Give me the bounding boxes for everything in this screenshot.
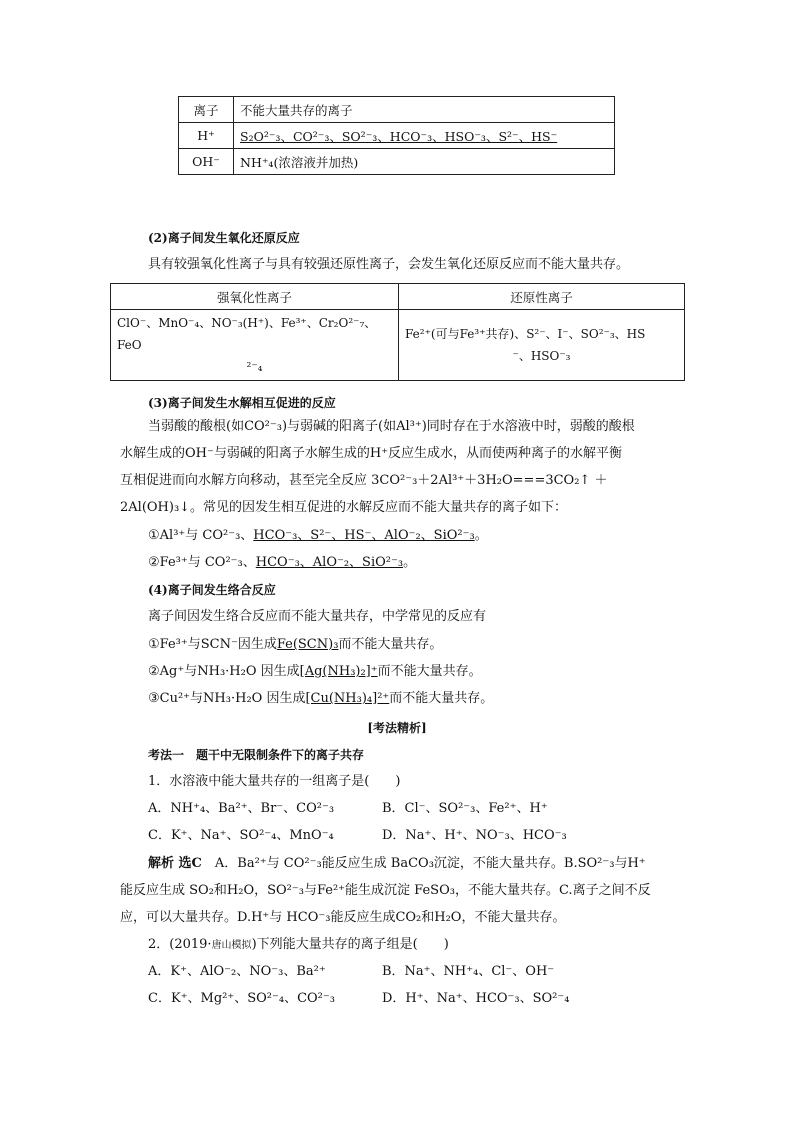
section4-item1-end: 而不能大量共存。 [338, 637, 443, 652]
section3-item1-end: 。 [474, 528, 488, 543]
question1-option-a: A．NH⁺₄、Ba²⁺、Br⁻、CO²⁻₃ [148, 801, 335, 816]
section3-para-line4: 2Al(OH)₃↓。常见的因发生相互促进的水解反应而不能大量共存的离子如下： [120, 500, 568, 515]
kaofa-tag: [考法精析] [367, 721, 427, 735]
redox-header-oxidizing: 强氧化性离子 [111, 284, 399, 310]
section4-item3 [148, 690, 493, 708]
section3-heading: (3)离子间发生水解相互促进的反应 [148, 396, 336, 410]
redox-oxidizing-line2: ²⁻₄ [246, 360, 263, 374]
section4-intro: 离子间因发生络合反应而不能大量共存，中学常见的反应有 [148, 609, 487, 624]
solution-label: 解析 选C [148, 856, 202, 871]
table1-header-incompatible: 不能大量共存的离子 [234, 97, 615, 123]
question2-option-a: A．K⁺、AlO⁻₂、NO⁻₃、Ba²⁺ [148, 964, 326, 979]
question1-stem: 1．水溶液中能大量共存的一组离子是( ) [148, 774, 401, 789]
question1-solution-line1 [148, 855, 646, 873]
section4-item2 [148, 663, 482, 681]
section3-item1-prefix: ①Al³⁺与 CO²⁻₃、 [148, 528, 254, 543]
table1-row-oh-ion: OH⁻ [179, 149, 234, 175]
section3-item1 [148, 527, 488, 545]
table1-row-h-list: S₂O²⁻₃、CO²⁻₃、SO²⁻₃、HCO⁻₃、HSO⁻₃、S²⁻、HS⁻ [234, 123, 615, 149]
redox-reducing-cell [399, 310, 685, 381]
redox-ion-table [110, 283, 685, 381]
section4-item1-prefix: ①Fe³⁺与SCN⁻因生成 [148, 637, 277, 652]
section4-item3-end: 而不能大量共存。 [389, 691, 494, 706]
section4-item1-answer: Fe(SCN)₃ [276, 637, 339, 652]
section3-item2-end: 。 [403, 555, 417, 570]
question2-stem [148, 936, 449, 955]
section2-intro: 具有较强氧化性离子与具有较强还原性离子，会发生氧化还原反应而不能大量共存。 [148, 257, 630, 272]
question1-solution-line3: 应，可以大量共存。D.H⁺与 HCO⁻₃能反应生成CO₂和H₂O，不能大量共存。 [120, 910, 566, 925]
section4-item2-prefix: ②Ag⁺与NH₃·H₂O 因生成 [148, 664, 300, 679]
kaofa-heading: 考法一 题干中无限制条件下的离子共存 [148, 748, 365, 762]
section3-item1-answer: HCO⁻₃、S²⁻、HS⁻、AlO⁻₂、SiO²⁻₃ [253, 528, 475, 543]
question2-source: 唐山模拟 [211, 940, 252, 951]
ion-table-h-oh [178, 96, 615, 175]
table1-row-oh-list: NH⁺₄(浓溶液并加热) [234, 149, 615, 175]
section4-item3-answer: [Cu(NH₃)₄]²⁺ [305, 691, 390, 706]
redox-reducing-line2: ⁻、HSO⁻₃ [512, 349, 571, 363]
question1-option-c: C．K⁺、Na⁺、SO²⁻₄、MnO⁻₄ [148, 828, 334, 843]
question1-option-d: D．Na⁺、H⁺、NO⁻₃、HCO⁻₃ [382, 828, 567, 843]
section4-item3-prefix: ③Cu²⁺与NH₃·H₂O 因生成 [148, 691, 306, 706]
section4-item2-end: 而不能大量共存。 [377, 664, 482, 679]
question2-option-b: B．Na⁺、NH⁺₄、Cl⁻、OH⁻ [382, 964, 555, 979]
section3-item2 [148, 554, 416, 572]
section2-heading: (2)离子间发生氧化还原反应 [148, 231, 300, 245]
question2-option-c: C．K⁺、Mg²⁺、SO²⁻₄、CO²⁻₃ [148, 991, 335, 1006]
redox-reducing-line1: Fe²⁺(可与Fe³⁺共存)、S²⁻、I⁻、SO²⁻₃、HS [405, 327, 646, 341]
redox-oxidizing-cell [111, 310, 399, 381]
section4-heading: (4)离子间发生络合反应 [148, 583, 276, 597]
section3-para-line3: 互相促进而向水解方向移动，甚至完全反应 3CO²⁻₃＋2Al³⁺＋3H₂O===3CO₂↑ ＋ [120, 473, 608, 488]
redox-header-reducing: 还原性离子 [399, 284, 685, 310]
section3-item2-answer: HCO⁻₃、AlO⁻₂、SiO²⁻₃ [255, 555, 404, 570]
section3-item2-prefix: ②Fe³⁺与 CO²⁻₃、 [148, 555, 256, 570]
solution-text1: A．Ba²⁺与 CO²⁻₃能反应生成 BaCO₃沉淀，不能大量共存。B.SO²⁻₃与H⁺ [201, 856, 646, 871]
question1-option-b: B．Cl⁻、SO²⁻₃、Fe²⁺、H⁺ [382, 801, 548, 816]
question2-option-d: D．H⁺、Na⁺、HCO⁻₃、SO²⁻₄ [382, 991, 570, 1006]
section3-para-line2: 水解生成的OH⁻与弱碱的阳离子水解生成的H⁺反应生成水，从而使两种离子的水解平衡 [120, 446, 623, 461]
table1-header-ion: 离子 [179, 97, 234, 123]
redox-oxidizing-line1: ClO⁻、MnO⁻₄、NO⁻₃(H⁺)、Fe³⁺、Cr₂O²⁻₇、FeO [117, 316, 377, 352]
section3-para-line1: 当弱酸的酸根(如CO²⁻₃)与弱碱的阳离子(如Al³⁺)同时存在于水溶液中时，弱酸的酸根 [148, 419, 635, 434]
question1-solution-line2: 能反应生成 SO₂和H₂O，SO²⁻₃与Fe²⁺能生成沉淀 FeSO₃，不能大量共存。C.离子之间不反 [120, 883, 651, 898]
question2-stem-prefix: 2．(2019· [148, 937, 212, 952]
section4-item2-answer: [Ag(NH₃)₂]⁺ [299, 664, 378, 679]
question2-stem-text: )下列能大量共存的离子组是( ) [251, 937, 449, 952]
table1-row-h-ion: H⁺ [179, 123, 234, 149]
section4-item1 [148, 636, 442, 654]
